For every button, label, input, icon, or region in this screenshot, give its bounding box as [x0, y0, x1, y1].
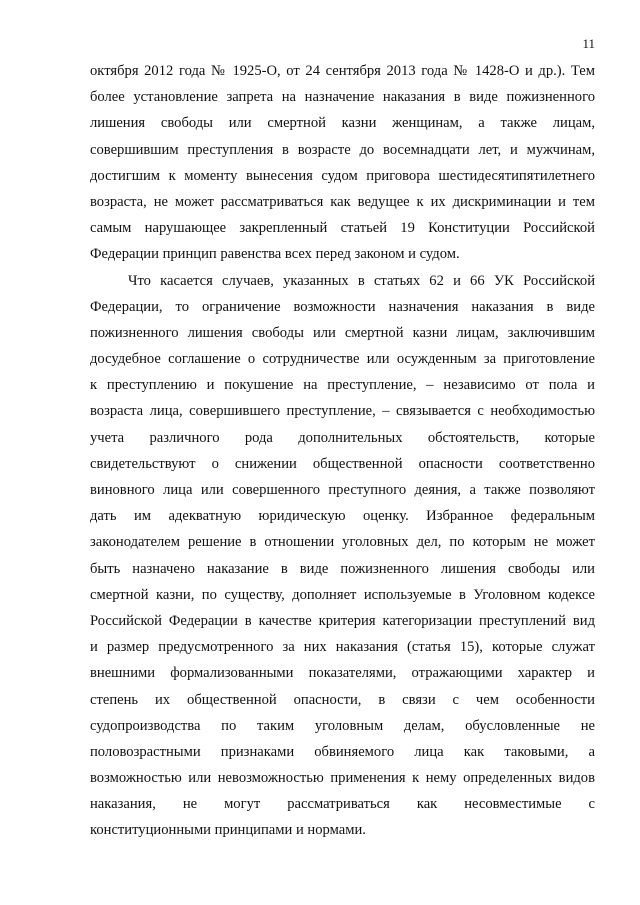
text-line: судопроизводства по таким уголовным делам, обусловленные не — [90, 717, 595, 734]
text-line: лишения свободы или смертной казни женщинам, а также лицам, — [90, 115, 595, 132]
text-line: пожизненного лишения свободы или смертной казни лицам, заключившим — [90, 324, 595, 341]
text-line: внешними формализованными показателями, отражающими характер и — [90, 665, 595, 682]
text-line: дать им адекватную юридическую оценку. Избранное федеральным — [90, 508, 595, 525]
text-line: более установление запрета на назначение наказания в виде пожизненного — [90, 89, 595, 106]
text-line: возраста, не может рассматриваться как ведущее к их дискриминации и тем — [90, 193, 595, 210]
text-line: степень их общественной опасности, в связи с чем особенности — [90, 691, 595, 708]
text-line: Что касается случаев, указанных в статьях 62 и 66 УК Российской — [128, 272, 595, 289]
text-line: Федерации, то ограничение возможности назначения наказания в виде — [90, 298, 595, 315]
text-line: самым нарушающее закрепленный статьей 19 Конституции Российской — [90, 220, 595, 237]
text-line: конституционными принципами и нормами. — [90, 822, 366, 839]
text-line: виновного лица или совершенного преступного деяния, а также позволяют — [90, 482, 595, 498]
text-line: возможностью или невозможностью применения к нему определенных видов — [90, 770, 595, 787]
text-line: возраста лица, совершившего преступление, – связывается с необходимостью — [90, 403, 595, 420]
text-line: Российской Федерации в качестве критерия категоризации преступлений вид — [90, 612, 595, 629]
text-line: половозрастными признаками обвиняемого лица как таковыми, а — [90, 743, 595, 760]
text-line: свидетельствуют о снижении общественной опасности соответственно — [90, 455, 595, 472]
text-line: законодателем решение в отношении уголовных дел, по которым не может — [90, 534, 595, 551]
text-line: совершившим преступления в возрасте до восемнадцати лет, и мужчинам, — [90, 141, 595, 158]
text-line: достигшим к моменту вынесения судом приговора шестидесятипятилетнего — [90, 167, 595, 184]
page-number: 11 — [582, 36, 595, 51]
text-line: быть назначено наказание в виде пожизненного лишения свободы или — [90, 560, 595, 577]
paragraph-1 — [90, 58, 595, 268]
text-line: наказания, не могут рассматриваться как несовместимые с — [90, 796, 595, 813]
text-line: досудебное соглашение о сотрудничестве или осужденным за приготовление — [90, 351, 595, 368]
paragraph-2 — [90, 268, 595, 844]
text-line: учета различного рода дополнительных обстоятельств, которые — [90, 429, 595, 446]
document-body — [90, 58, 595, 844]
text-line: и размер предусмотренного за них наказания (статья 15), которые служат — [90, 639, 595, 656]
text-line: октября 2012 года № 1925-О, от 24 сентября 2013 года № 1428-О и др.). Тем — [90, 63, 595, 79]
text-line: к преступлению и покушение на преступление, – независимо от пола и — [90, 377, 595, 394]
text-line: смертной казни, по существу, дополняет используемые в Уголовном кодексе — [90, 586, 595, 603]
text-line: Федерации принцип равенства всех перед законом и судом. — [90, 246, 460, 263]
